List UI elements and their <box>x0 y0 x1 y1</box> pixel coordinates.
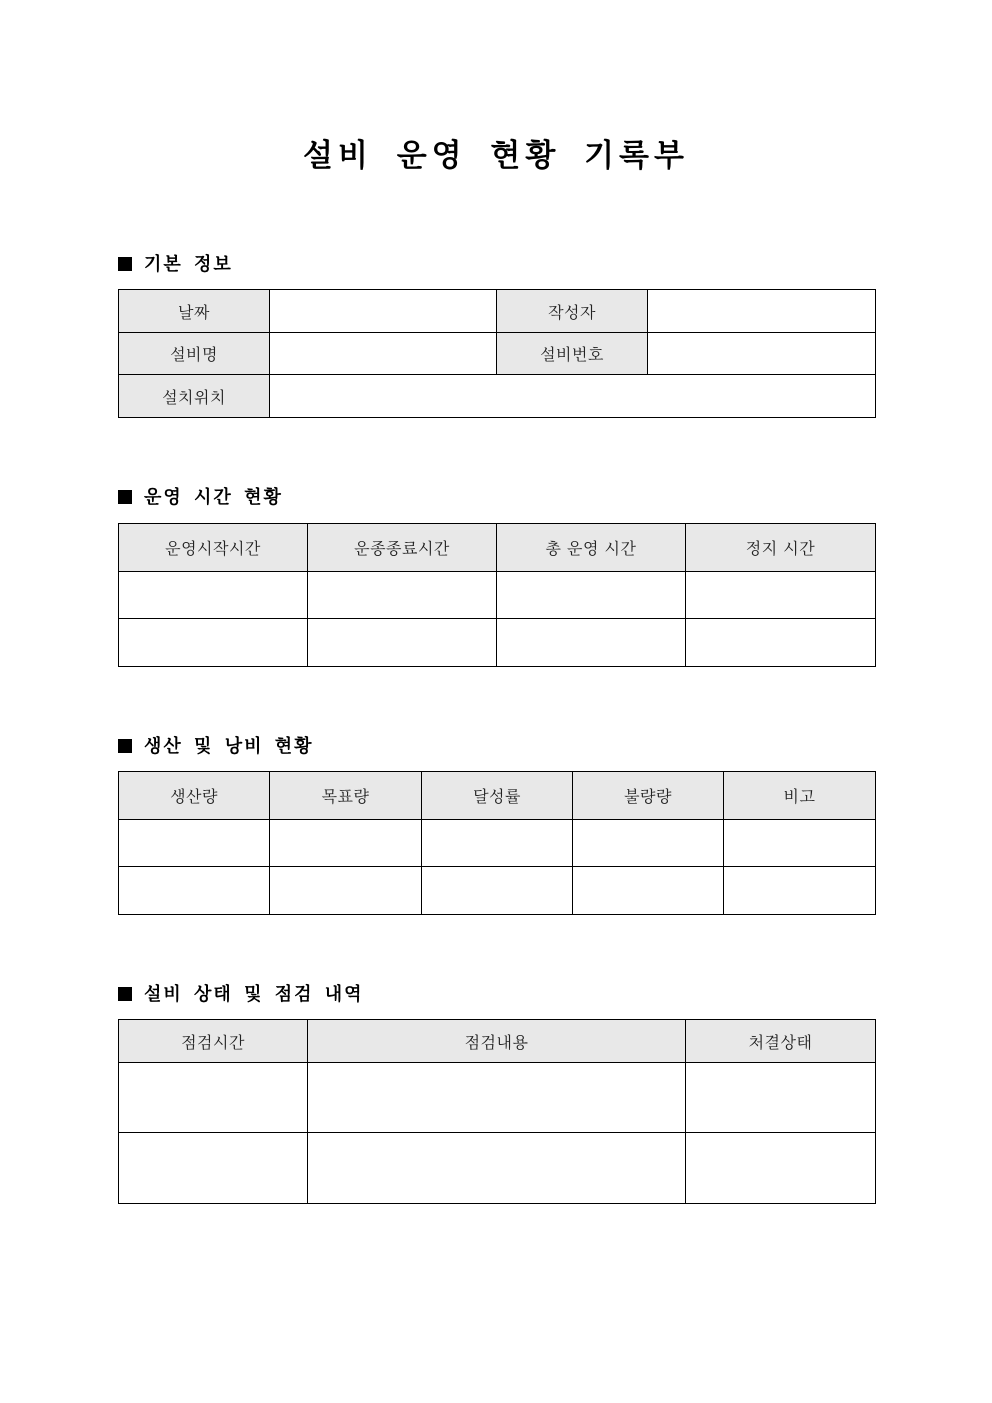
table-row <box>119 820 876 867</box>
column-header: 점검내용 <box>308 1020 686 1063</box>
equipment-name-field[interactable] <box>270 333 497 375</box>
table-row <box>119 1133 876 1204</box>
table-cell[interactable] <box>119 572 308 619</box>
section-heading-text: 설비 상태 및 점검 내역 <box>144 984 364 1005</box>
section-heading-text: 생산 및 낭비 현황 <box>144 736 314 757</box>
table-cell[interactable] <box>270 867 422 915</box>
table-cell[interactable] <box>686 1063 876 1133</box>
square-bullet-icon <box>118 490 132 504</box>
table-header-row <box>119 772 876 820</box>
date-label: 날짜 <box>119 290 270 333</box>
table-cell[interactable] <box>119 619 308 667</box>
column-header: 불량량 <box>573 772 724 820</box>
table-cell[interactable] <box>724 867 876 915</box>
equipment-name-label: 설비명 <box>119 333 270 375</box>
square-bullet-icon <box>118 257 132 271</box>
table-cell[interactable] <box>308 572 497 619</box>
column-header: 총 운영 시간 <box>497 524 686 572</box>
section-heading-inspection <box>118 982 364 1008</box>
table-header-row <box>119 524 876 572</box>
table-row <box>119 290 876 333</box>
column-header: 운영시작시간 <box>119 524 308 572</box>
table-cell[interactable] <box>308 1063 686 1133</box>
table-row <box>119 1063 876 1133</box>
table-cell[interactable] <box>573 820 724 867</box>
table-cell[interactable] <box>119 1063 308 1133</box>
section-heading-text: 기본 정보 <box>144 254 233 275</box>
equipment-number-label: 설비번호 <box>497 333 648 375</box>
table-row <box>119 375 876 418</box>
location-field[interactable] <box>270 375 876 418</box>
table-cell[interactable] <box>119 1133 308 1204</box>
table-cell[interactable] <box>497 572 686 619</box>
table-cell[interactable] <box>724 820 876 867</box>
column-header: 목표량 <box>270 772 422 820</box>
production-table <box>118 771 876 915</box>
table-header-row <box>119 1020 876 1063</box>
section-heading-text: 운영 시간 현황 <box>144 487 283 508</box>
section-heading-basic-info <box>118 252 233 278</box>
basic-info-table <box>118 289 876 418</box>
equipment-number-field[interactable] <box>648 333 876 375</box>
date-field[interactable] <box>270 290 497 333</box>
author-field[interactable] <box>648 290 876 333</box>
table-row <box>119 619 876 667</box>
column-header: 처결상태 <box>686 1020 876 1063</box>
column-header: 생산량 <box>119 772 270 820</box>
column-header: 정지 시간 <box>686 524 876 572</box>
section-heading-operation-time <box>118 485 283 511</box>
column-header: 운종종료시간 <box>308 524 497 572</box>
table-cell[interactable] <box>119 820 270 867</box>
table-cell[interactable] <box>686 1133 876 1204</box>
square-bullet-icon <box>118 987 132 1001</box>
location-label: 설치위치 <box>119 375 270 418</box>
table-cell[interactable] <box>686 572 876 619</box>
column-header: 비고 <box>724 772 876 820</box>
operation-time-table <box>118 523 876 667</box>
table-cell[interactable] <box>119 867 270 915</box>
table-row <box>119 572 876 619</box>
table-cell[interactable] <box>573 867 724 915</box>
table-cell[interactable] <box>497 619 686 667</box>
inspection-table <box>118 1019 876 1204</box>
table-cell[interactable] <box>422 820 573 867</box>
author-label: 작성자 <box>497 290 648 333</box>
table-row <box>119 333 876 375</box>
table-cell[interactable] <box>422 867 573 915</box>
square-bullet-icon <box>118 739 132 753</box>
table-cell[interactable] <box>308 619 497 667</box>
page-title: 설비 운영 현황 기록부 <box>303 138 689 174</box>
table-cell[interactable] <box>270 820 422 867</box>
table-cell[interactable] <box>686 619 876 667</box>
section-heading-production <box>118 734 314 760</box>
table-row <box>119 867 876 915</box>
column-header: 달성률 <box>422 772 573 820</box>
column-header: 점검시간 <box>119 1020 308 1063</box>
table-cell[interactable] <box>308 1133 686 1204</box>
